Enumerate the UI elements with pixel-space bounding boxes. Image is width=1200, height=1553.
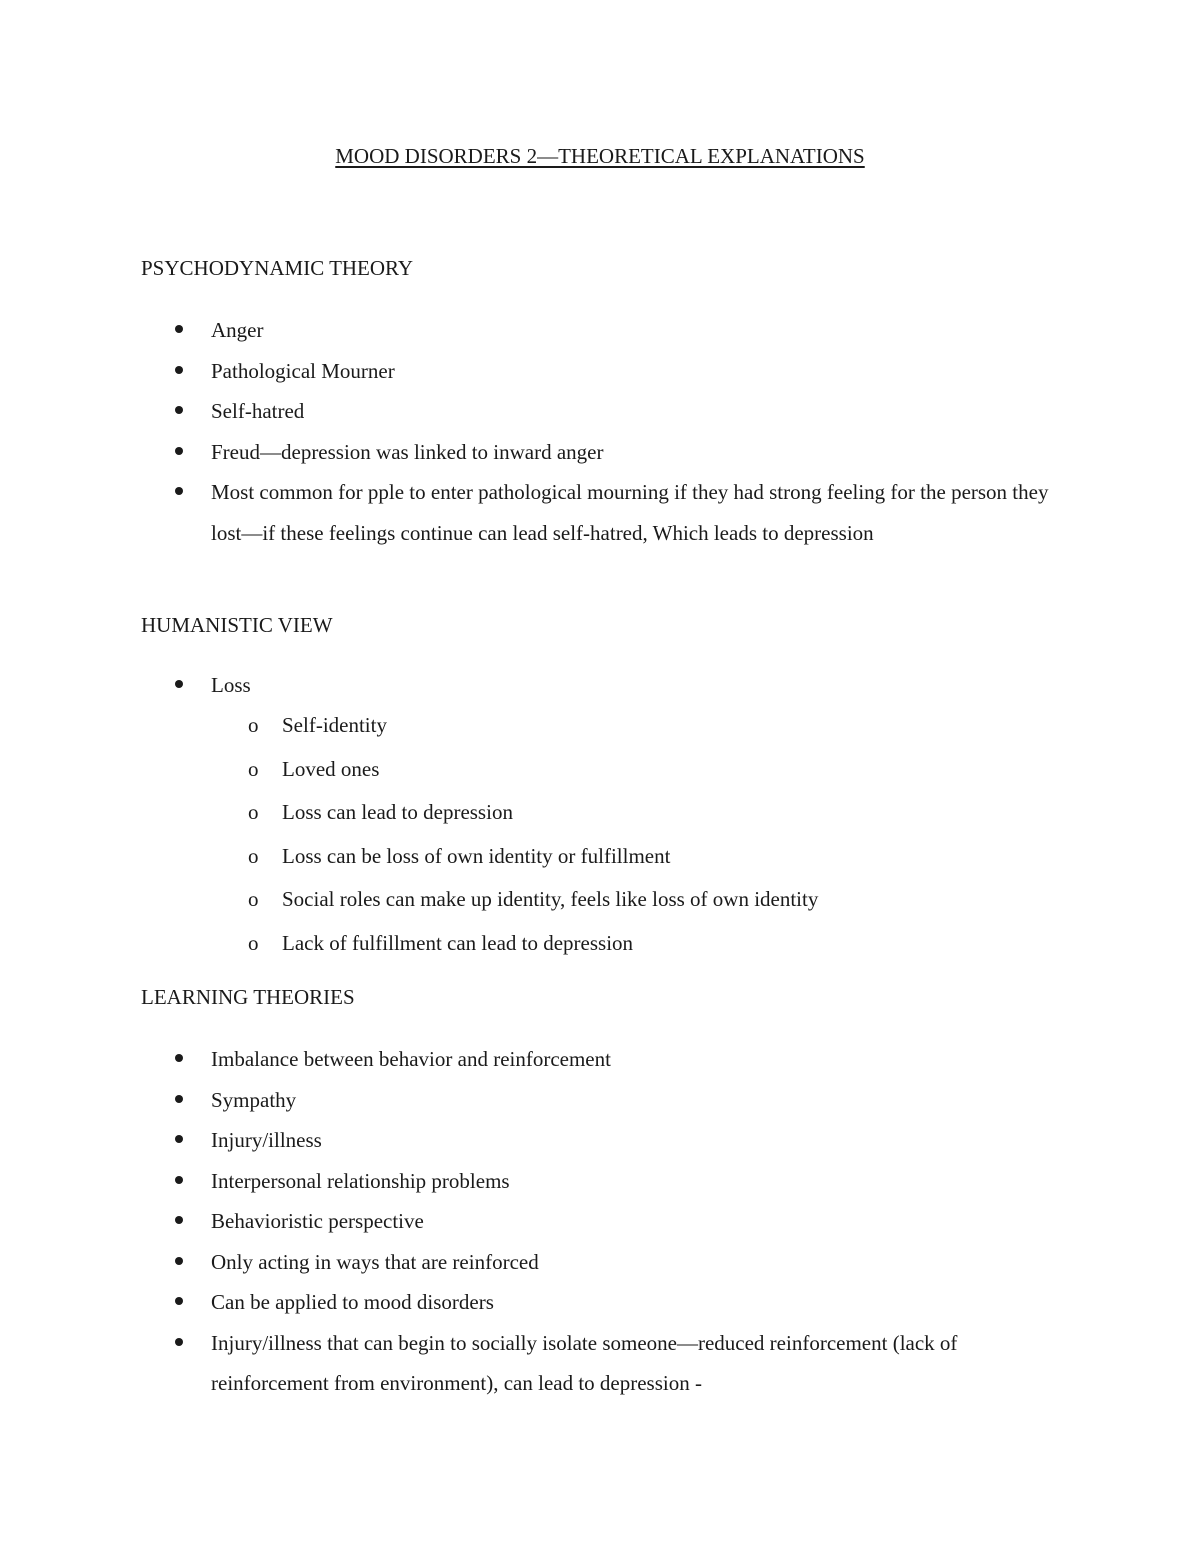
bullet-icon — [175, 447, 183, 455]
bullet-icon — [175, 1338, 183, 1346]
bullet-icon — [175, 366, 183, 374]
list-item: Pathological Mourner — [0, 351, 1200, 392]
sub-list-item: o Loss can lead to depression — [0, 791, 1200, 835]
list-item: Interpersonal relationship problems — [0, 1161, 1200, 1202]
humanistic-sublist — [0, 704, 1200, 965]
list-item: Self-hatred — [0, 391, 1200, 432]
hollow-bullet-icon: o — [248, 800, 259, 824]
humanistic-list — [0, 665, 1200, 706]
section-heading-learning: LEARNING THEORIES — [141, 985, 355, 1009]
sub-list-item: o Social roles can make up identity, feels like loss of own identity — [0, 878, 1200, 922]
list-item: Loss — [0, 665, 1200, 706]
list-item: Most common for pple to enter pathological mourning if they had strong feeling for the person they lost—if these feelings continue can lead self-hatred, Which leads to depression — [0, 472, 1200, 553]
bullet-icon — [175, 1054, 183, 1062]
list-item: Behavioristic perspective — [0, 1201, 1200, 1242]
bullet-icon — [175, 1135, 183, 1143]
hollow-bullet-icon: o — [248, 887, 259, 911]
list-item: Imbalance between behavior and reinforcement — [0, 1039, 1200, 1080]
list-item: Anger — [0, 310, 1200, 351]
section-heading-humanistic: HUMANISTIC VIEW — [141, 613, 333, 637]
list-item: Can be applied to mood disorders — [0, 1282, 1200, 1323]
bullet-icon — [175, 487, 183, 495]
hollow-bullet-icon: o — [248, 930, 259, 955]
list-item: Freud—depression was linked to inward anger — [0, 432, 1200, 473]
document-title: MOOD DISORDERS 2—THEORETICAL EXPLANATIONS — [335, 144, 865, 168]
bullet-icon — [175, 1297, 183, 1305]
learning-list — [0, 1039, 1200, 1404]
list-item: Sympathy — [0, 1080, 1200, 1121]
psychodynamic-list — [0, 310, 1200, 553]
bullet-icon — [175, 1095, 183, 1103]
section-heading-psychodynamic: PSYCHODYNAMIC THEORY — [141, 256, 414, 280]
bullet-icon — [175, 1257, 183, 1265]
sub-list-item: o Self-identity — [0, 704, 1200, 748]
bullet-icon — [175, 406, 183, 414]
hollow-bullet-icon: o — [248, 713, 259, 737]
list-item: Injury/illness — [0, 1120, 1200, 1161]
bullet-icon — [175, 680, 183, 688]
bullet-icon — [175, 1216, 183, 1224]
bullet-icon — [175, 1176, 183, 1184]
hollow-bullet-icon: o — [248, 843, 259, 868]
sub-list-item: o Loved ones — [0, 748, 1200, 792]
list-item: Only acting in ways that are reinforced — [0, 1242, 1200, 1283]
hollow-bullet-icon: o — [248, 756, 259, 781]
sub-list-item: o Loss can be loss of own identity or fulfillment — [0, 835, 1200, 879]
list-item: Injury/illness that can begin to socially isolate someone—reduced reinforcement (lack of reinforcement from environment), can lead to depression - — [0, 1323, 1200, 1404]
bullet-icon — [175, 325, 183, 333]
sub-list-item: o Lack of fulfillment can lead to depression — [0, 922, 1200, 966]
